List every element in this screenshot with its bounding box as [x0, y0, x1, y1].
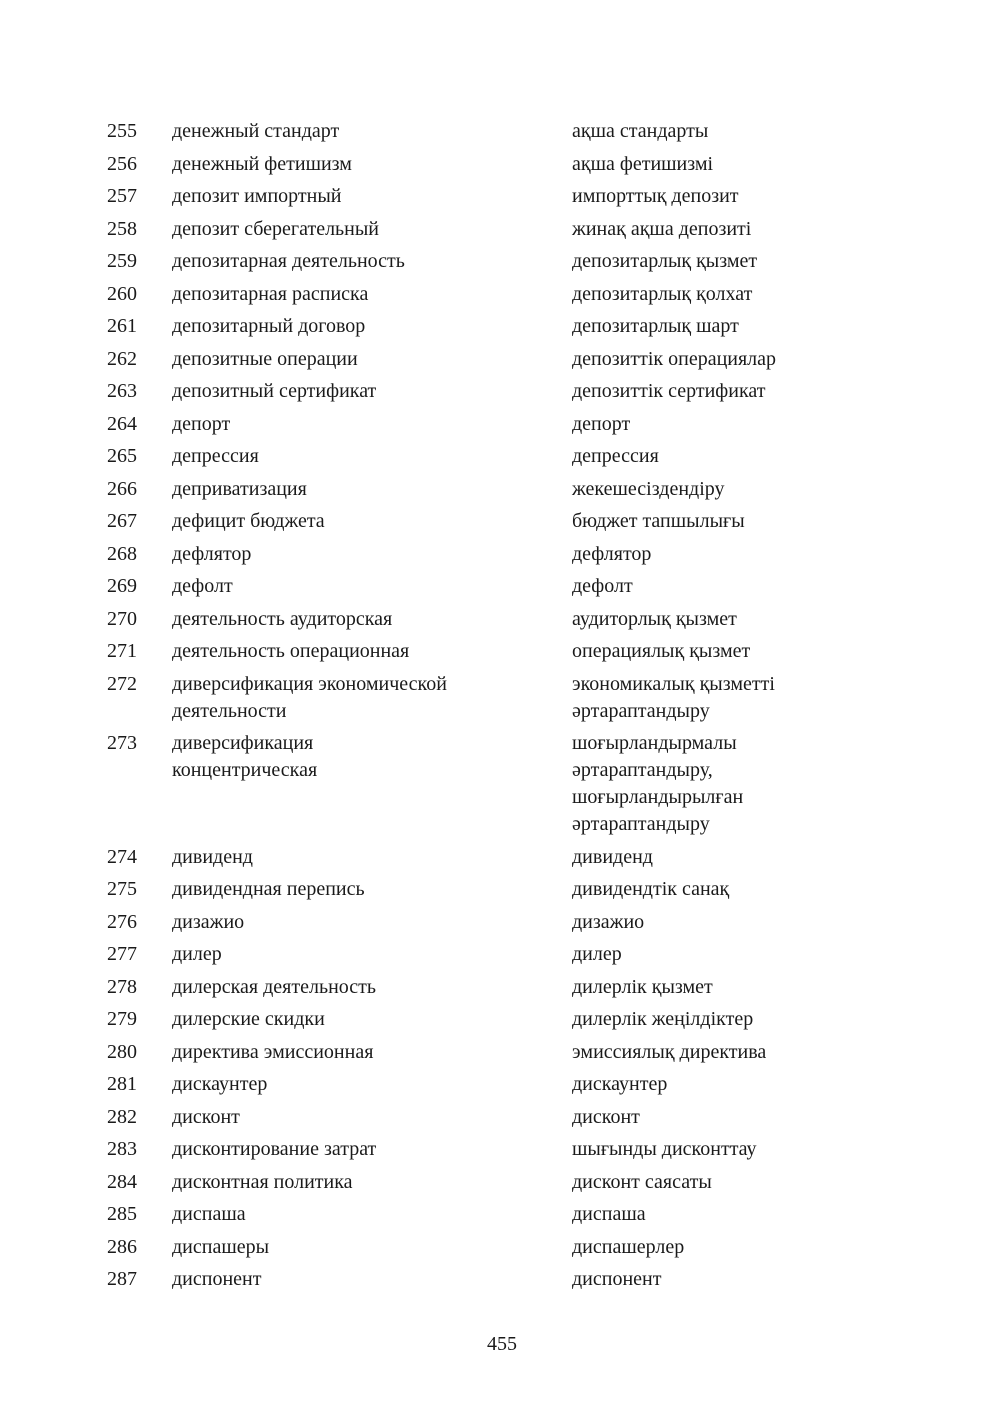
russian-term-line: деятельности [172, 699, 287, 722]
kazakh-term [572, 183, 972, 210]
russian-term [172, 508, 552, 535]
glossary-row [0, 508, 1004, 541]
kazakh-term [572, 1169, 972, 1196]
entry-number: 283 [107, 1138, 137, 1160]
glossary-row [0, 1201, 1004, 1234]
russian-term [172, 1266, 552, 1293]
kazakh-term [572, 346, 972, 373]
russian-term [172, 118, 552, 145]
russian-term [172, 346, 552, 373]
russian-term [172, 606, 552, 633]
entry-number: 259 [107, 250, 137, 272]
entry-number: 264 [107, 412, 137, 435]
glossary-row [0, 876, 1004, 909]
glossary-row [0, 1071, 1004, 1104]
glossary-row [0, 378, 1004, 411]
kazakh-term-line: диспашерлер [572, 1235, 685, 1258]
kazakh-term [572, 876, 972, 903]
glossary-row [0, 606, 1004, 639]
kazakh-term-line: депозитарлық қызмет [572, 250, 758, 272]
entry-number: 255 [107, 120, 137, 142]
russian-term-line: дивиденд [172, 845, 253, 868]
kazakh-term-line: жинақ ақша депозиті [572, 217, 752, 240]
kazakh-term-line: депозитарлық қолхат [572, 282, 753, 305]
glossary-row [0, 974, 1004, 1007]
kazakh-term-line: дискаунтер [572, 1073, 668, 1095]
russian-term [172, 1136, 552, 1163]
russian-term [172, 844, 552, 871]
russian-term-line: дилерская деятельность [172, 975, 377, 998]
glossary-row [0, 573, 1004, 606]
kazakh-term-line: әртараптандыру [572, 813, 710, 835]
glossary-row [0, 248, 1004, 281]
kazakh-term-line: дилерлік жеңілдіктер [572, 1008, 754, 1030]
russian-term [172, 909, 552, 936]
russian-term-line: дилерские скидки [172, 1008, 325, 1030]
glossary-row [0, 443, 1004, 476]
kazakh-term-line: шоғырландырылған [572, 786, 744, 808]
russian-term [172, 573, 552, 600]
glossary-row [0, 1169, 1004, 1202]
kazakh-term-line: депорт [572, 412, 631, 435]
kazakh-term-line: шоғырландырмалы [572, 732, 737, 754]
kazakh-term [572, 844, 972, 871]
kazakh-term-line: дилер [572, 943, 622, 965]
russian-term-line: деприватизация [172, 477, 307, 500]
glossary-row [0, 909, 1004, 942]
russian-term [172, 1006, 552, 1033]
russian-term [172, 974, 552, 1001]
kazakh-term [572, 216, 972, 243]
russian-term-line: дефлятор [172, 542, 252, 565]
russian-term-line: депозитарная расписка [172, 282, 369, 305]
russian-term-line: депозитарная деятельность [172, 250, 405, 272]
kazakh-term-line: әртараптандыру [572, 699, 710, 722]
kazakh-term-line: дилерлік қызмет [572, 975, 713, 998]
glossary-row [0, 1136, 1004, 1169]
russian-term [172, 876, 552, 903]
glossary-row [0, 216, 1004, 249]
kazakh-term-line: импорттық депозит [572, 185, 739, 207]
entry-number: 267 [107, 510, 137, 532]
russian-term [172, 638, 552, 665]
russian-term [172, 941, 552, 968]
kazakh-term-line: дисконт саясаты [572, 1170, 712, 1193]
russian-term-line: дискаунтер [172, 1073, 268, 1095]
entry-number: 273 [107, 732, 137, 754]
russian-term [172, 1071, 552, 1098]
russian-term [172, 1039, 552, 1066]
entry-number: 274 [107, 845, 137, 868]
kazakh-term-line: диспаша [572, 1203, 646, 1225]
entry-number: 258 [107, 217, 137, 240]
russian-term-line: диспашеры [172, 1235, 270, 1258]
russian-term [172, 730, 552, 784]
glossary-row [0, 1234, 1004, 1267]
kazakh-term-line: дисконт [572, 1105, 640, 1128]
kazakh-term [572, 1266, 972, 1293]
russian-term-line: дизажио [172, 910, 245, 933]
entry-number: 287 [107, 1268, 137, 1290]
glossary-row [0, 730, 1004, 844]
kazakh-term-line: операциялық қызмет [572, 640, 751, 662]
kazakh-term [572, 974, 972, 1001]
russian-term-line: дефолт [172, 575, 233, 597]
russian-term-line: директива эмиссионная [172, 1040, 374, 1063]
kazakh-term [572, 671, 972, 725]
entry-number: 269 [107, 575, 137, 597]
glossary-row [0, 281, 1004, 314]
glossary-row [0, 151, 1004, 184]
russian-term-line: диспонент [172, 1268, 262, 1290]
kazakh-term [572, 1201, 972, 1228]
entry-number: 286 [107, 1235, 137, 1258]
glossary-row [0, 1006, 1004, 1039]
kazakh-term [572, 1071, 972, 1098]
russian-term [172, 1201, 552, 1228]
glossary-row [0, 1266, 1004, 1299]
entry-number: 277 [107, 943, 137, 965]
kazakh-term-line: депозиттік операциялар [572, 347, 777, 370]
entry-number: 271 [107, 640, 137, 662]
kazakh-term-line: шығынды дисконттау [572, 1138, 757, 1160]
entry-number: 279 [107, 1008, 137, 1030]
glossary-row [0, 541, 1004, 574]
kazakh-term-line: дизажио [572, 910, 645, 933]
russian-term [172, 378, 552, 405]
glossary-row [0, 183, 1004, 216]
glossary-row [0, 313, 1004, 346]
entry-number: 266 [107, 477, 137, 500]
kazakh-term [572, 541, 972, 568]
kazakh-term-line: аудиторлық қызмет [572, 607, 737, 630]
entry-number: 281 [107, 1073, 137, 1095]
glossary-row [0, 346, 1004, 379]
kazakh-term [572, 1104, 972, 1131]
kazakh-term [572, 1006, 972, 1033]
kazakh-term-line: жекешесіздендіру [572, 477, 725, 500]
kazakh-term-line: эмиссиялық директива [572, 1040, 767, 1063]
entry-number: 285 [107, 1203, 137, 1225]
russian-term-line: депрессия [172, 445, 259, 467]
russian-term-line: дилер [172, 943, 222, 965]
kazakh-term-line: дефолт [572, 575, 633, 597]
russian-term-line: концентрическая [172, 759, 318, 781]
kazakh-term [572, 443, 972, 470]
glossary-row [0, 844, 1004, 877]
russian-term-line: дивидендная перепись [172, 878, 365, 900]
russian-term-line: диверсификация экономической [172, 672, 447, 695]
entry-number: 280 [107, 1040, 137, 1063]
russian-term [172, 443, 552, 470]
entry-number: 272 [107, 672, 137, 695]
kazakh-term [572, 508, 972, 535]
russian-term [172, 1104, 552, 1131]
russian-term-line: денежный стандарт [172, 120, 340, 142]
kazakh-term [572, 1039, 972, 1066]
kazakh-term-line: әртараптандыру, [572, 759, 713, 781]
russian-term [172, 281, 552, 308]
kazakh-term [572, 281, 972, 308]
russian-term [172, 151, 552, 178]
russian-term-line: дефицит бюджета [172, 510, 325, 532]
kazakh-term [572, 573, 972, 600]
russian-term-line: депорт [172, 412, 231, 435]
kazakh-term [572, 1136, 972, 1163]
glossary-row [0, 411, 1004, 444]
kazakh-term [572, 248, 972, 275]
page-number: 455 [487, 1333, 517, 1355]
glossary-table [0, 118, 1004, 1299]
entry-number: 278 [107, 975, 137, 998]
russian-term-line: диспаша [172, 1203, 246, 1225]
russian-term-line: денежный фетишизм [172, 152, 352, 175]
russian-term-line: дисконтная политика [172, 1170, 353, 1193]
russian-term [172, 411, 552, 438]
russian-term-line: дисконтирование затрат [172, 1138, 377, 1160]
entry-number: 263 [107, 380, 137, 402]
glossary-row [0, 638, 1004, 671]
kazakh-term-line: депозиттік сертификат [572, 380, 766, 402]
glossary-row [0, 1039, 1004, 1072]
kazakh-term [572, 941, 972, 968]
russian-term [172, 541, 552, 568]
russian-term-line: депозит сберегательный [172, 217, 380, 240]
glossary-row [0, 1104, 1004, 1137]
entry-number: 262 [107, 347, 137, 370]
entry-number: 275 [107, 878, 137, 900]
russian-term-line: деятельность аудиторская [172, 607, 393, 630]
glossary-row [0, 118, 1004, 151]
kazakh-term [572, 118, 972, 145]
entry-number: 261 [107, 315, 137, 337]
entry-number: 282 [107, 1105, 137, 1128]
kazakh-term [572, 638, 972, 665]
russian-term [172, 183, 552, 210]
russian-term-line: депозитный сертификат [172, 380, 377, 402]
russian-term-line: деятельность операционная [172, 640, 410, 662]
entry-number: 276 [107, 910, 137, 933]
russian-term [172, 671, 552, 725]
kazakh-term [572, 909, 972, 936]
russian-term [172, 1234, 552, 1261]
russian-term-line: депозитарный договор [172, 315, 366, 337]
kazakh-term-line: дивиденд [572, 845, 653, 868]
russian-term-line: депозит импортный [172, 185, 342, 207]
russian-term [172, 313, 552, 340]
entry-number: 257 [107, 185, 137, 207]
kazakh-term-line: ақша стандарты [572, 120, 709, 142]
russian-term [172, 1169, 552, 1196]
kazakh-term-line: диспонент [572, 1268, 662, 1290]
kazakh-term-line: экономикалық қызметті [572, 672, 775, 695]
kazakh-term [572, 606, 972, 633]
kazakh-term [572, 1234, 972, 1261]
glossary-row [0, 671, 1004, 731]
kazakh-term-line: дивидендтік санақ [572, 878, 730, 900]
kazakh-term [572, 730, 972, 838]
kazakh-term-line: бюджет тапшылығы [572, 510, 745, 532]
kazakh-term [572, 151, 972, 178]
kazakh-term [572, 476, 972, 503]
russian-term [172, 248, 552, 275]
russian-term-line: депозитные операции [172, 347, 358, 370]
entry-number: 265 [107, 445, 137, 467]
glossary-row [0, 941, 1004, 974]
entry-number: 270 [107, 607, 137, 630]
kazakh-term [572, 378, 972, 405]
glossary-row [0, 476, 1004, 509]
russian-term [172, 216, 552, 243]
kazakh-term-line: депозитарлық шарт [572, 315, 739, 337]
kazakh-term-line: депрессия [572, 445, 659, 467]
russian-term-line: диверсификация [172, 732, 314, 754]
kazakh-term-line: ақша фетишизмі [572, 152, 714, 175]
kazakh-term-line: дефлятор [572, 542, 652, 565]
russian-term-line: дисконт [172, 1105, 240, 1128]
entry-number: 256 [107, 152, 137, 175]
kazakh-term [572, 411, 972, 438]
kazakh-term [572, 313, 972, 340]
entry-number: 284 [107, 1170, 137, 1193]
russian-term [172, 476, 552, 503]
entry-number: 268 [107, 542, 137, 565]
entry-number: 260 [107, 282, 137, 305]
